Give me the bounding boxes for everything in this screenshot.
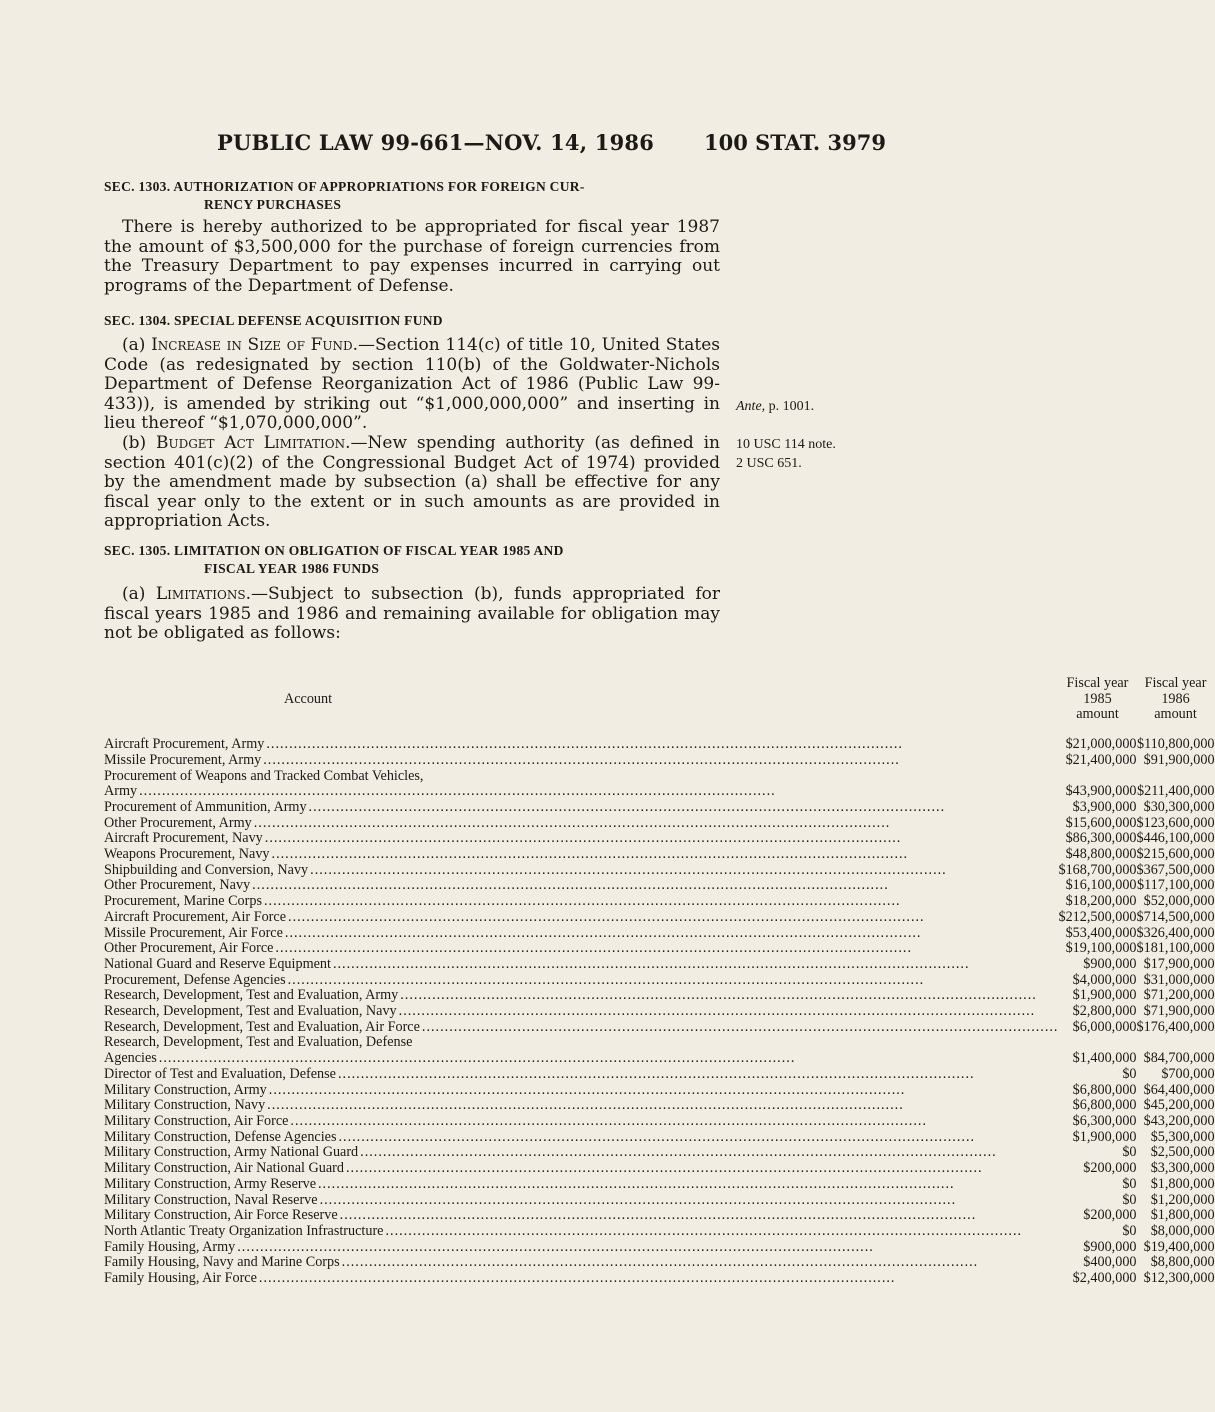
leader-dots: ............................................................................................................................................	[398, 1003, 1036, 1020]
fy1985-amount: $0	[1122, 1065, 1137, 1082]
fy1986-amount: $181,100,000	[1136, 940, 1215, 957]
fy1985-amount: $0	[1122, 1144, 1137, 1161]
leader-dots: ............................................................................................................................................	[345, 1160, 983, 1177]
fy1985-amount: $900,000	[1083, 1238, 1137, 1255]
leader-dots: ............................................................................................................................................	[284, 924, 922, 941]
table-header	[104, 676, 1215, 737]
account-cell	[104, 816, 1058, 832]
fy1986-amount: $31,000,000	[1143, 971, 1215, 988]
sec-1305-heading	[104, 542, 720, 578]
account-name: Family Housing, Navy and Marine Corps	[104, 1254, 340, 1271]
sec-1303-heading	[104, 178, 720, 214]
account-cell	[104, 800, 1058, 816]
fy1986-amount: $123,600,000	[1136, 814, 1215, 831]
col-header-account: Account	[284, 690, 333, 707]
leader-dots: ............................................................................................................................................	[252, 877, 889, 894]
account-cell	[104, 1255, 1058, 1271]
account-cell	[104, 957, 1058, 973]
fy1985-amount: $400,000	[1083, 1254, 1137, 1271]
fy1986-amount: $110,800,000	[1137, 736, 1215, 753]
table-row-account-first-line	[104, 1035, 1215, 1051]
account-name: Missile Procurement, Air Force	[104, 924, 283, 941]
account-cell	[104, 784, 1058, 800]
account-cell	[104, 1067, 1058, 1083]
leader-dots: ............................................................................................................................................	[288, 908, 925, 925]
fy1986-amount: $17,900,000	[1143, 955, 1215, 972]
fy1985-amount: $200,000	[1083, 1207, 1137, 1224]
fy1986-amount: $176,400,000	[1136, 1018, 1215, 1035]
fy1986-amount: $71,200,000	[1143, 987, 1215, 1004]
table-row	[104, 878, 1215, 894]
fy1986-amount: $211,400,000	[1137, 783, 1215, 800]
account-name: Army	[104, 783, 138, 800]
account-cell	[104, 1177, 1058, 1193]
fy1986-amount: $52,000,000	[1143, 893, 1215, 910]
fy1985-amount: $3,900,000	[1072, 798, 1137, 815]
table-row	[104, 1098, 1215, 1114]
fy1986-amount: $71,900,000	[1143, 1003, 1215, 1020]
running-header-stat-page: 100 STAT. 3979	[704, 130, 886, 155]
account-cell	[104, 1051, 1058, 1067]
fy1986-amount: $446,100,000	[1136, 830, 1215, 847]
sec-1304-subsection-a	[104, 336, 720, 434]
table-row	[104, 973, 1215, 989]
account-name: Procurement of Ammunition, Army	[104, 798, 307, 815]
fy1986-amount: $5,300,000	[1150, 1128, 1215, 1145]
table-row	[104, 926, 1215, 942]
account-cell	[104, 1098, 1058, 1114]
fy1985-amount: $0	[1122, 1191, 1137, 1208]
table-row	[104, 1083, 1215, 1099]
account-name: Other Procurement, Air Force	[104, 940, 274, 957]
fy1986-amount: $30,300,000	[1143, 798, 1215, 815]
leader-dots: ............................................................................................................................................	[290, 1112, 927, 1129]
sec-1304-a-text: —Section 114(c) of title 10, United States Code (as redesignated by section 110(b) of the Goldwater-Nichols Department of Defense Reorganization Act of 1986 (Public Law 99-433)), is amended by striking out “$1,000,000,000” and inserting in lieu thereof “$1,070,000,000”.	[104, 335, 720, 434]
table-row	[104, 800, 1215, 816]
fy1985-amount: $1,900,000	[1072, 1128, 1137, 1145]
sec-1305-a-prefix: (a)	[122, 584, 156, 604]
account-name-line1: Research, Development, Test and Evaluation, Defense	[104, 1034, 413, 1051]
account-cell	[104, 1020, 1058, 1036]
fy1985-amount: $6,800,000	[1072, 1097, 1137, 1114]
sec-1304-b-text: —New spending authority (as defined in section 401(c)(2) of the Congressional Budget Act of 1974) provided by the amendment made by subsection (a) shall be effective for any fiscal year only to the extent or in such amounts as are provided in appropriation Acts.	[104, 433, 721, 532]
table-row	[104, 816, 1215, 832]
account-cell	[104, 1224, 1058, 1240]
table-row	[104, 1004, 1215, 1020]
account-cell	[104, 1114, 1058, 1130]
account-name: Family Housing, Air Force	[104, 1270, 257, 1287]
col-header-fy1985-line1: Fiscal year	[1066, 675, 1129, 691]
fy1986-amount: $215,600,000	[1136, 846, 1215, 863]
account-cell	[104, 973, 1058, 989]
leader-dots: ............................................................................................................................................	[287, 971, 925, 988]
fy1985-amount: $15,600,000	[1065, 814, 1137, 831]
sec-1304-b-prefix: (b)	[122, 433, 156, 453]
sec-1304-a-prefix: (a)	[122, 335, 152, 355]
account-name: Agencies	[104, 1050, 157, 1067]
account-cell	[104, 1083, 1058, 1099]
account-name-line1: Procurement of Weapons and Tracked Combat Vehicles,	[104, 767, 424, 784]
fy1985-amount: $53,400,000	[1065, 924, 1137, 941]
account-cell	[104, 941, 1058, 957]
table-row	[104, 847, 1215, 863]
leader-dots: ............................................................................................................................................	[341, 1254, 979, 1271]
leader-dots: ............................................................................................................................................	[237, 1238, 874, 1255]
table-row-account-first-line	[104, 769, 1215, 785]
fy1985-amount: $6,300,000	[1072, 1112, 1137, 1129]
account-cell	[104, 847, 1058, 863]
fy1985-amount: $6,000,000	[1072, 1018, 1137, 1035]
table-row	[104, 1067, 1215, 1083]
leader-dots: ............................................................................................................................................	[271, 846, 909, 863]
account-cell	[104, 910, 1058, 926]
account-name: Military Construction, Navy	[104, 1097, 266, 1114]
sec-1304-b-label: Budget Act Limitation.	[155, 433, 351, 453]
fy1986-amount: $64,400,000	[1143, 1081, 1215, 1098]
table-row	[104, 1224, 1215, 1240]
fy1986-amount: $45,200,000	[1143, 1097, 1215, 1114]
account-cell	[104, 926, 1058, 942]
sec-1304-a-label: Increase in Size of Fund.	[151, 335, 359, 355]
leader-dots: ............................................................................................................................................	[258, 1270, 896, 1287]
col-header-fy1986-line2: 1986	[1161, 690, 1190, 707]
fy1986-amount: $43,200,000	[1143, 1112, 1215, 1129]
leader-dots: ............................................................................................................................................	[400, 987, 1037, 1004]
account-cell	[104, 737, 1058, 753]
table-row	[104, 941, 1215, 957]
fy1986-amount: $3,300,000	[1150, 1160, 1215, 1177]
table-row	[104, 1193, 1215, 1209]
sec-1305-heading-line1: SEC. 1305. LIMITATION ON OBLIGATION OF FISCAL YEAR 1985 AND	[104, 543, 564, 558]
margin-note-usc-651: 2 USC 651.	[736, 456, 802, 471]
margin-note-ante	[736, 397, 814, 416]
col-header-fy1986-line3: amount	[1154, 706, 1197, 723]
fy1985-amount: $4,000,000	[1072, 971, 1137, 988]
account-name: Director of Test and Evaluation, Defense	[104, 1065, 336, 1082]
leader-dots: ............................................................................................................................................	[360, 1144, 997, 1161]
fy1985-amount: $1,400,000	[1072, 1050, 1137, 1067]
account-name: Military Construction, Air Force Reserve	[104, 1207, 338, 1224]
sec-1303-heading-line2: RENCY PURCHASES	[204, 197, 342, 212]
account-name: National Guard and Reserve Equipment	[104, 955, 331, 972]
table-row	[104, 1208, 1215, 1224]
fy1985-amount: $2,400,000	[1072, 1270, 1137, 1287]
account-name: Military Construction, Air Force	[104, 1112, 289, 1129]
fy1985-amount: $21,000,000	[1065, 736, 1137, 753]
leader-dots: ............................................................................................................................................	[275, 940, 912, 957]
table-row	[104, 753, 1215, 769]
account-name: Aircraft Procurement, Army	[104, 736, 265, 753]
col-header-fy1986-line1: Fiscal year	[1144, 675, 1207, 691]
account-cell	[104, 1193, 1058, 1209]
fy1986-amount: $1,200,000	[1150, 1191, 1215, 1208]
account-cell	[104, 1240, 1058, 1256]
leader-dots: ............................................................................................................................................	[253, 814, 891, 831]
account-name: Military Construction, Army	[104, 1081, 267, 1098]
account-name: Military Construction, Air National Guard	[104, 1160, 344, 1177]
account-name: Weapons Procurement, Navy	[104, 846, 270, 863]
fy1986-amount: $2,500,000	[1150, 1144, 1215, 1161]
fy1986-amount: $326,400,000	[1136, 924, 1215, 941]
col-header-fy1985	[1058, 676, 1136, 723]
account-name: Military Construction, Naval Reserve	[104, 1191, 318, 1208]
sec-1303-heading-line1: SEC. 1303. AUTHORIZATION OF APPROPRIATIONS FOR FOREIGN CUR-	[104, 179, 585, 194]
fy1985-amount: $18,200,000	[1065, 893, 1137, 910]
fy1985-amount: $43,900,000	[1065, 783, 1137, 800]
account-cell	[104, 894, 1058, 910]
fy1985-amount: $16,100,000	[1065, 877, 1137, 894]
fy1986-amount: $84,700,000	[1143, 1050, 1215, 1067]
table-header-spacer	[104, 723, 1215, 737]
account-name: Other Procurement, Army	[104, 814, 252, 831]
fy1985-amount: $1,900,000	[1072, 987, 1137, 1004]
table-row	[104, 1271, 1215, 1287]
fy1985-amount: $900,000	[1083, 955, 1137, 972]
leader-dots: ............................................................................................................................................	[158, 1050, 796, 1067]
obligation-limits-table	[104, 676, 1215, 1287]
col-header-fy1985-line3: amount	[1076, 706, 1119, 723]
account-name: North Atlantic Treaty Organization Infrastructure	[104, 1222, 384, 1239]
col-header-fy1986	[1137, 676, 1215, 723]
account-cell	[104, 878, 1058, 894]
table-row	[104, 1161, 1215, 1177]
table-body	[104, 737, 1215, 1287]
sec-1304-subsection-b	[104, 434, 720, 532]
leader-dots: ............................................................................................................................................	[310, 861, 947, 878]
leader-dots: ............................................................................................................................................	[308, 798, 946, 815]
account-name: Research, Development, Test and Evaluation, Navy	[104, 1003, 397, 1020]
table-row	[104, 863, 1215, 879]
leader-dots: ............................................................................................................................................	[385, 1222, 1023, 1239]
account-cell	[104, 1130, 1058, 1146]
account-cell	[104, 863, 1058, 879]
fy1985-amount: $19,100,000	[1065, 940, 1137, 957]
sec-1305-subsection-a	[104, 585, 720, 644]
fy1986-amount: $8,000,000	[1150, 1222, 1215, 1239]
margin-note-ante-rest: p. 1001.	[765, 399, 815, 414]
account-cell	[104, 988, 1058, 1004]
leader-dots: ............................................................................................................................................	[267, 1097, 904, 1114]
fy1985-amount: $86,300,000	[1065, 830, 1137, 847]
account-cell	[104, 1271, 1058, 1287]
account-cell	[104, 753, 1058, 769]
sec-1305-a-text: —Subject to subsection (b), funds appropriated for fiscal years 1985 and 1986 and remaining available for obligation may not be obligated as follows:	[104, 584, 720, 644]
fy1985-amount: $0	[1122, 1175, 1137, 1192]
account-cell	[104, 831, 1058, 847]
fy1985-amount: $168,700,000	[1058, 861, 1137, 878]
leader-dots: ............................................................................................................................................	[266, 736, 903, 753]
account-cell	[104, 1208, 1058, 1224]
fy1985-amount: $2,800,000	[1072, 1003, 1137, 1020]
fy1986-amount: $117,100,000	[1137, 877, 1215, 894]
fy1985-amount: $48,800,000	[1065, 846, 1137, 863]
leader-dots: ............................................................................................................................................	[263, 751, 900, 768]
account-name: Procurement, Marine Corps	[104, 893, 262, 910]
leader-dots: ............................................................................................................................................	[339, 1207, 977, 1224]
account-name: Military Construction, Army National Guard	[104, 1144, 359, 1161]
table-row	[104, 894, 1215, 910]
leader-dots: ............................................................................................................................................	[318, 1175, 955, 1192]
account-name: Procurement, Defense Agencies	[104, 971, 286, 988]
account-name: Shipbuilding and Conversion, Navy	[104, 861, 309, 878]
account-name: Aircraft Procurement, Air Force	[104, 908, 287, 925]
account-name: Other Procurement, Navy	[104, 877, 251, 894]
fy1986-amount: $1,800,000	[1150, 1175, 1215, 1192]
fy1985-amount: $212,500,000	[1058, 908, 1137, 925]
sec-1304-heading: SEC. 1304. SPECIAL DEFENSE ACQUISITION FUND	[104, 313, 443, 328]
leader-dots: ............................................................................................................................................	[264, 893, 901, 910]
account-cell	[104, 1161, 1058, 1177]
fy1986-amount: $91,900,000	[1143, 751, 1215, 768]
leader-dots: ............................................................................................................................................	[264, 830, 902, 847]
margin-note-ante-italic: Ante,	[736, 399, 766, 414]
table-header-row	[104, 676, 1215, 723]
account-name: Research, Development, Test and Evaluation, Air Force	[104, 1018, 420, 1035]
account-name: Military Construction, Defense Agencies	[104, 1128, 337, 1145]
col-header-fy1985-line2: 1985	[1083, 690, 1112, 707]
fy1986-amount: $12,300,000	[1143, 1270, 1215, 1287]
table-row	[104, 1145, 1215, 1161]
fy1985-amount: $0	[1122, 1222, 1137, 1239]
fy1986-amount: $1,800,000	[1150, 1207, 1215, 1224]
account-name: Military Construction, Army Reserve	[104, 1175, 316, 1192]
table-row	[104, 1255, 1215, 1271]
sec-1305-a-label: Limitations.	[155, 584, 251, 604]
table-row	[104, 1020, 1215, 1036]
account-name: Research, Development, Test and Evaluation, Army	[104, 987, 399, 1004]
table-row	[104, 1177, 1215, 1193]
table-row	[104, 957, 1215, 973]
fy1986-amount: $714,500,000	[1136, 908, 1215, 925]
fy1986-amount: $367,500,000	[1136, 861, 1215, 878]
table-row	[104, 1114, 1215, 1130]
account-cell	[104, 1004, 1058, 1020]
leader-dots: ............................................................................................................................................	[139, 783, 776, 800]
sec-1305-heading-line2: FISCAL YEAR 1986 FUNDS	[204, 561, 380, 576]
table-header-spacer-cell	[104, 723, 1215, 737]
table-row	[104, 1130, 1215, 1146]
fy1985-amount: $21,400,000	[1065, 751, 1137, 768]
table-row	[104, 831, 1215, 847]
account-name: Missile Procurement, Army	[104, 751, 262, 768]
leader-dots: ............................................................................................................................................	[332, 955, 970, 972]
table-row	[104, 1051, 1215, 1067]
sec-1303-text: There is hereby authorized to be appropriated for fiscal year 1987 the amount of $3,500,000 for the purchase of foreign currencies from the Treasury Department to pay expenses incurred in carrying out programs of the Department of Defense.	[104, 217, 720, 296]
fy1986-amount: $19,400,000	[1143, 1238, 1215, 1255]
table-row	[104, 910, 1215, 926]
account-name: Family Housing, Army	[104, 1238, 236, 1255]
leader-dots: ............................................................................................................................................	[338, 1128, 976, 1145]
account-cell	[104, 1145, 1058, 1161]
table-row	[104, 1240, 1215, 1256]
table-row	[104, 737, 1215, 753]
leader-dots: ............................................................................................................................................	[421, 1018, 1059, 1035]
running-header-title: PUBLIC LAW 99-661—NOV. 14, 1986	[217, 130, 655, 155]
table-row	[104, 988, 1215, 1004]
leader-dots: ............................................................................................................................................	[268, 1081, 906, 1098]
fy1986-amount: $700,000	[1161, 1065, 1215, 1082]
fy1985-amount: $200,000	[1083, 1160, 1137, 1177]
leader-dots: ............................................................................................................................................	[337, 1065, 975, 1082]
table-row	[104, 784, 1215, 800]
margin-note-usc-114: 10 USC 114 note.	[736, 437, 836, 452]
account-name: Aircraft Procurement, Navy	[104, 830, 263, 847]
leader-dots: ............................................................................................................................................	[319, 1191, 957, 1208]
fy1986-amount: $8,800,000	[1150, 1254, 1215, 1271]
fy1985-amount: $6,800,000	[1072, 1081, 1137, 1098]
